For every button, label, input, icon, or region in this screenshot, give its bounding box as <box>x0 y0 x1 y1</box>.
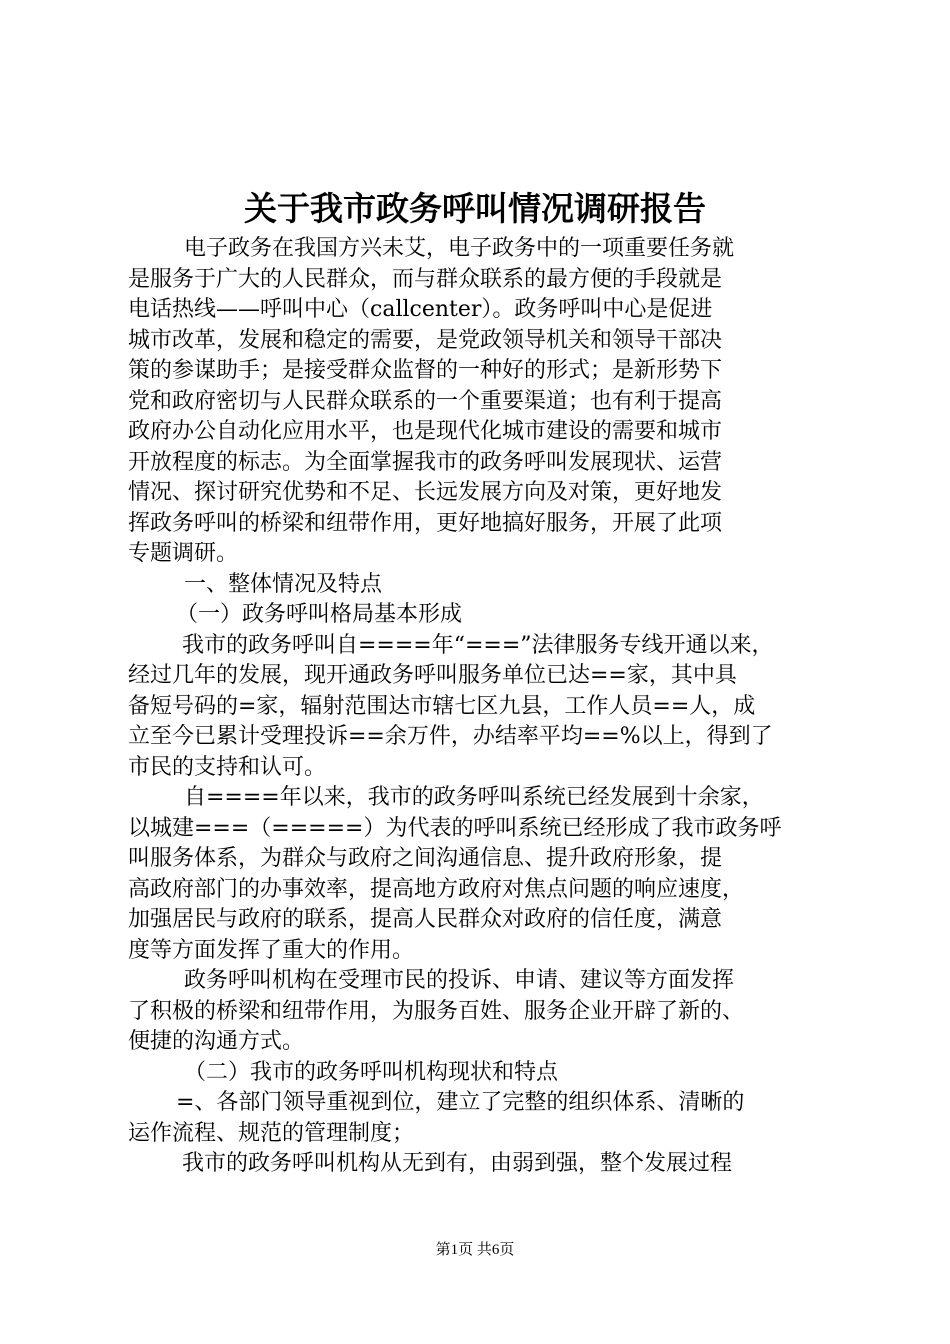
body-line: 加强居民与政府的联系，提高人民群众对政府的信任度，满意 <box>128 907 723 932</box>
body-line: （一）政务呼叫格局基本形成 <box>176 602 463 627</box>
body-line: 政务呼叫机构在受理市民的投诉、申请、建议等方面发挥 <box>184 968 735 993</box>
page-footer: 第1页 共6页 <box>435 1242 515 1258</box>
body-line: 立至今已累计受理投诉==余万件，办结率平均==%以上，得到了 <box>128 724 773 749</box>
body-line: 叫服务体系，为群众与政府之间沟通信息、提升政府形象，提 <box>128 846 723 871</box>
body-line: 城市改革，发展和稳定的需要，是党政领导机关和领导干部决 <box>128 327 723 353</box>
body-line: 专题调研。 <box>128 541 239 566</box>
document-body <box>128 234 828 1180</box>
document-title: 关于我市政务呼叫情况调研报告 <box>244 189 706 228</box>
body-line: 挥政务呼叫的桥梁和纽带作用，更好地搞好服务，开展了此项 <box>128 510 723 536</box>
body-line: 情况、探讨研究优势和不足、长远发展方向及对策，更好地发 <box>128 480 723 505</box>
body-line: 以城建===（=====）为代表的呼叫系统已经形成了我市政务呼 <box>128 815 782 841</box>
body-line: 经过几年的发展，现开通政务呼叫服务单位已达==家，其中具 <box>128 663 737 688</box>
body-line: （二）我市的政务呼叫机构现状和特点 <box>184 1059 559 1085</box>
body-line: 党和政府密切与人民群众联系的一个重要渠道；也有利于提高 <box>128 388 723 414</box>
body-line: 了积极的桥梁和纽带作用，为服务百姓、服务企业开辟了新的、 <box>128 998 745 1024</box>
body-line: 是服务于广大的人民群众，而与群众联系的最方便的手段就是 <box>128 266 723 292</box>
body-line: 度等方面发挥了重大的作用。 <box>128 937 415 963</box>
body-line: 电话热线——呼叫中心（callcenter）。政务呼叫中心是促进 <box>128 297 713 322</box>
body-line: =、各部门领导重视到位，建立了完整的组织体系、清晰的 <box>176 1090 745 1115</box>
body-line: 电子政务在我国方兴未艾，电子政务中的一项重要任务就 <box>184 236 735 261</box>
body-line: 便捷的沟通方式。 <box>128 1029 305 1054</box>
body-line: 我市的政务呼叫自====年“===”法律服务专线开通以来， <box>182 632 774 658</box>
body-line: 一、整体情况及特点 <box>184 571 383 597</box>
body-line: 我市的政务呼叫机构从无到有，由弱到强，整个发展过程 <box>182 1151 733 1176</box>
body-line: 策的参谋助手；是接受群众监督的一种好的形式；是新形势下 <box>128 358 723 383</box>
body-line: 备短号码的=家，辐射范围达市辖七区九县，工作人员==人，成 <box>128 693 756 719</box>
body-line: 开放程度的标志。为全面掌握我市的政务呼叫发展现状、运营 <box>128 449 723 475</box>
body-line: 高政府部门的办事效率，提高地方政府对焦点问题的响应速度， <box>128 876 745 902</box>
body-line: 自====年以来，我市的政务呼叫系统已经发展到十余家， <box>184 785 764 810</box>
body-line: 运作流程、规范的管理制度； <box>128 1120 415 1146</box>
body-line: 政府办公自动化应用水平，也是现代化城市建设的需要和城市 <box>128 419 723 444</box>
body-line: 市民的支持和认可。 <box>128 754 327 780</box>
